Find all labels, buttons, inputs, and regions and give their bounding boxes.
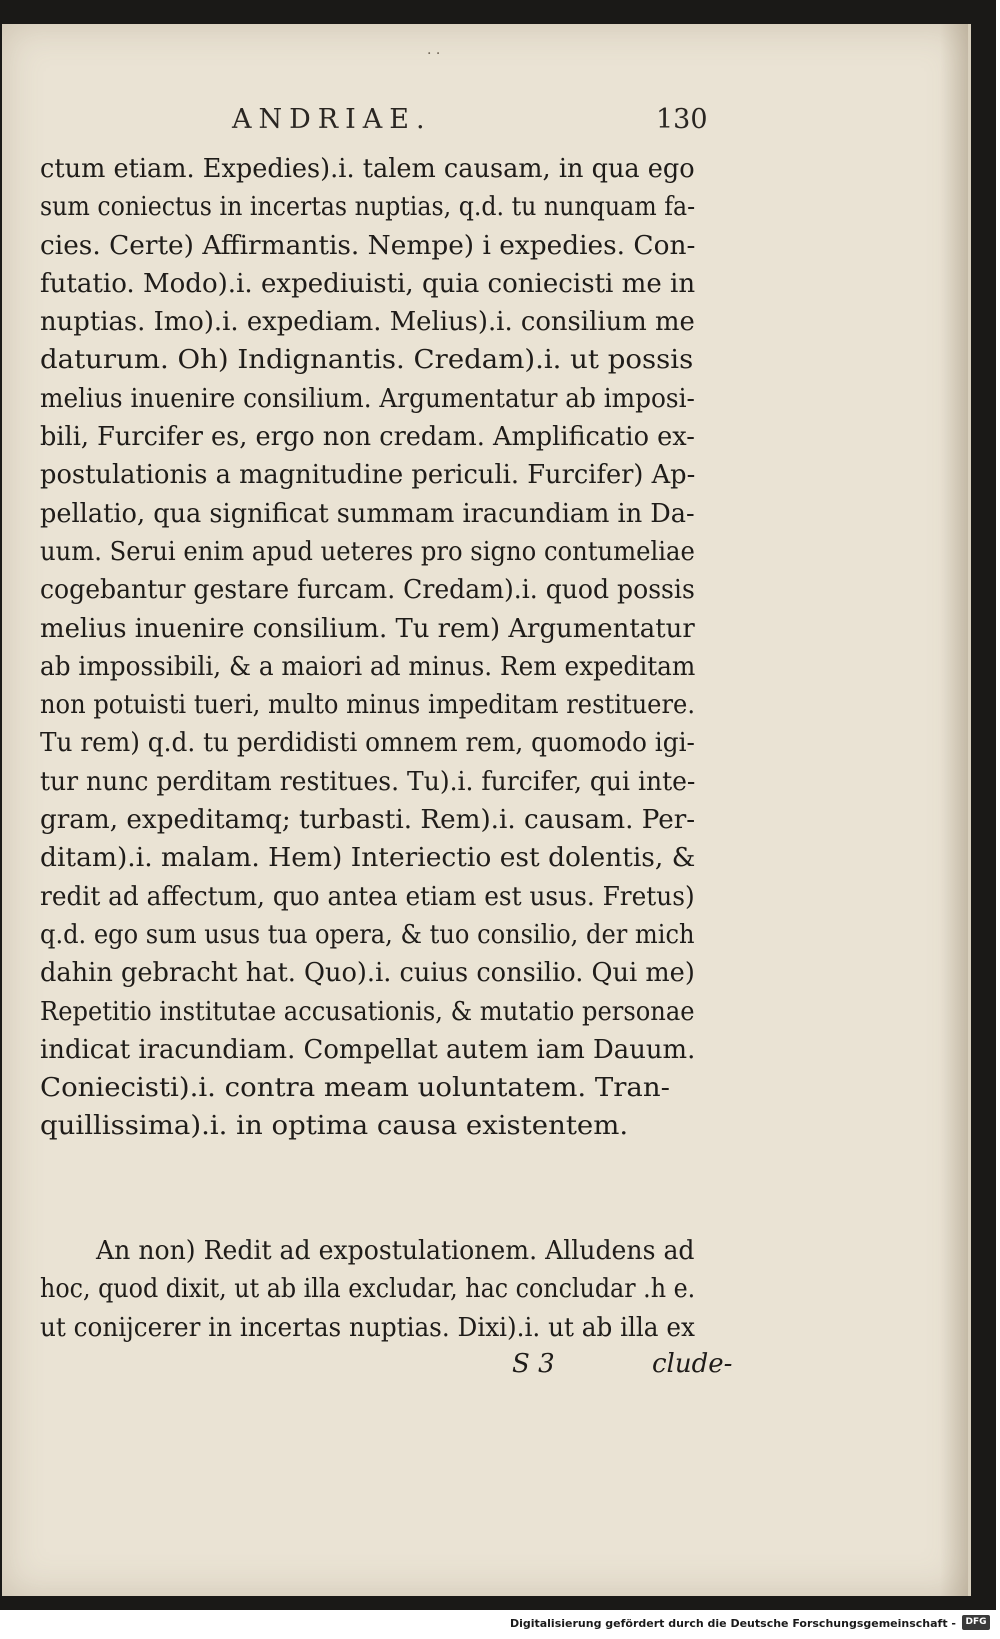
- text-line: Repetitio institutae accusationis, & mutatio personae: [40, 996, 695, 1027]
- text-line: gram, expeditamq; turbasti. Rem).i. causam. Per-: [40, 805, 696, 836]
- text-line: cies. Certe) Affirmantis. Nempe) i expedies. Con-: [40, 230, 696, 261]
- text-line: melius inuenire consilium. Argumentatur ab imposi-: [40, 383, 695, 414]
- running-title: ANDRIAE.: [232, 104, 432, 135]
- text-line: bili, Furcifer es, ergo non credam. Amplificatio ex-: [40, 422, 695, 453]
- text-line: indicat iracundiam. Compellat autem iam Dauum.: [40, 1034, 696, 1065]
- paragraph-1: [40, 150, 720, 1146]
- text-line: melius inuenire consilium. Tu rem) Argumentatur: [40, 613, 695, 644]
- signature-mark: S 3: [512, 1349, 555, 1379]
- text-line: futatio. Modo).i. expediuisti, quia coniecisti me in: [40, 268, 696, 299]
- text-line: nuptias. Imo).i. expediam. Melius).i. consilium me: [40, 307, 695, 338]
- text-line: postulationis a magnitudine periculi. Furcifer) Ap-: [40, 460, 696, 491]
- text-line: ut conijcerer in incertas nuptias. Dixi).i. ut ab illa ex: [40, 1312, 695, 1343]
- text-line: daturum. Oh) Indignantis. Credam).i. ut possis: [40, 345, 694, 376]
- decorative-dots: · ·: [427, 46, 441, 62]
- page-number: 130: [656, 104, 708, 135]
- text-line: sum coniectus in incertas nuptias, q.d. tu nunquam fa-: [40, 192, 696, 223]
- text-line: Tu rem) q.d. tu perdidisti omnem rem, quomodo igi-: [40, 728, 695, 759]
- text-line: ditam).i. malam. Hem) Interiectio est dolentis, &: [40, 843, 696, 874]
- text-line: quillissima).i. in optima causa existentem.: [40, 1111, 629, 1142]
- dfg-logo-icon: DFG: [962, 1615, 990, 1630]
- text-line: An non) Redit ad expostulationem. Alludens ad: [96, 1236, 695, 1266]
- text-line: redit ad affectum, quo antea etiam est usus. Fretus): [40, 881, 695, 912]
- text-line: non potuisti tueri, multo minus impeditam restituere.: [40, 690, 695, 721]
- text-line: pellatio, qua significat summam iracundiam in Da-: [40, 498, 695, 529]
- text-line: ctum etiam. Expedies).i. talem causam, in qua ego: [40, 154, 695, 184]
- text-line: uum. Serui enim apud ueteres pro signo contumeliae: [40, 536, 695, 567]
- text-line: q.d. ego sum usus tua opera, & tuo consilio, der mich: [40, 919, 695, 950]
- paragraph-2: [40, 1232, 720, 1347]
- digitization-credit: Digitalisierung gefördert durch die Deutsche Forschungsgemeinschaft -: [509, 1617, 956, 1630]
- catchword: clude-: [652, 1349, 733, 1379]
- book-page: [2, 24, 971, 1596]
- footer-bar: [0, 1612, 1000, 1639]
- text-line: tur nunc perditam restitues. Tu).i. furcifer, qui inte-: [40, 766, 696, 797]
- text-line: hoc, quod dixit, ut ab illa excludar, hac concludar .h e.: [40, 1274, 696, 1305]
- text-line: dahin gebracht hat. Quo).i. cuius consilio. Qui me): [40, 958, 695, 989]
- text-line: cogebantur gestare furcam. Credam).i. quod possis: [40, 575, 695, 606]
- text-line: Coniecisti).i. contra meam uoluntatem. Tran-: [40, 1073, 670, 1104]
- text-line: ab impossibili, & a maiori ad minus. Rem expeditam: [40, 651, 696, 682]
